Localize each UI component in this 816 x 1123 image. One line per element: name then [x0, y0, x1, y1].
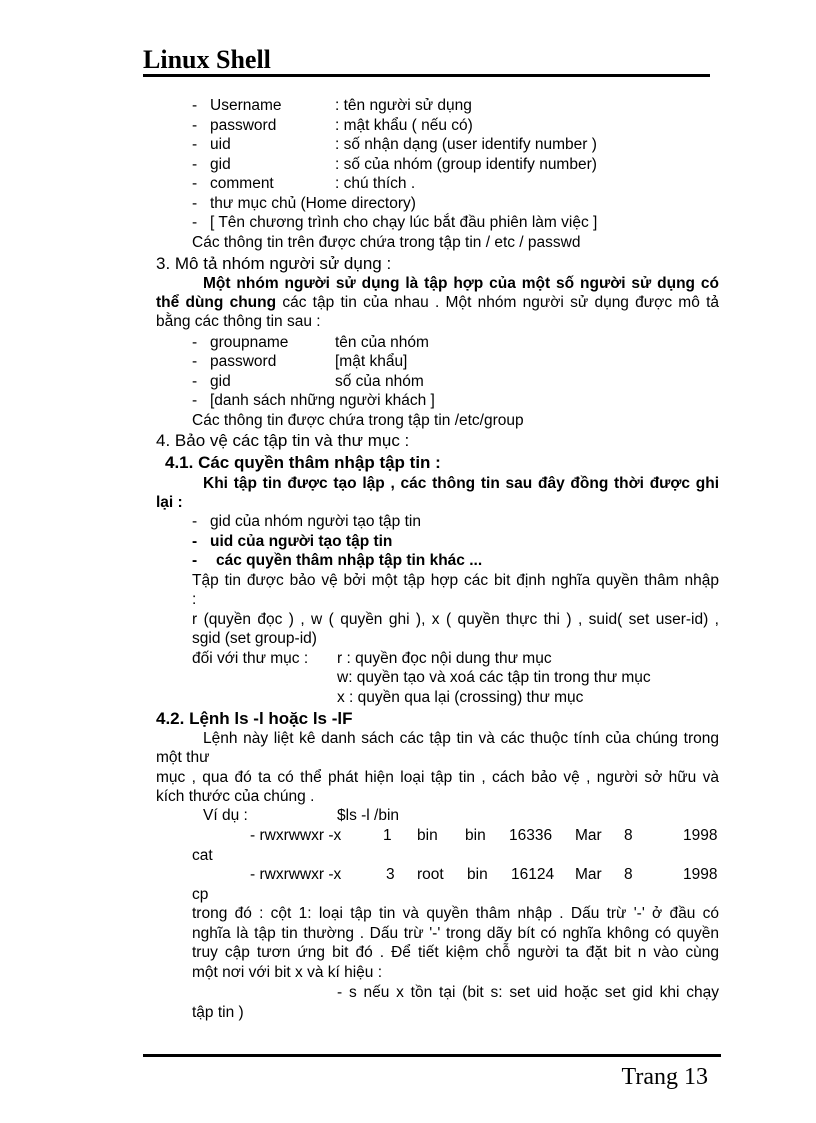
bullet-dash: -	[192, 195, 198, 212]
dir-right-item: x : quyền qua lại (crossing) thư mục	[337, 689, 584, 706]
listing-owner: root	[417, 866, 444, 883]
sbit-line1: - s nếu x tồn tại (bit s: set uid hoặc set gid khi chạy	[337, 984, 719, 1001]
section4-1-intro-line1: Khi tập tin được tạo lập , các thông tin sau đây đồng thời được ghi	[203, 475, 719, 492]
bullet-dash: -	[192, 392, 198, 409]
listing-name: cat	[192, 847, 213, 864]
section3-note: Các thông tin được chứa trong tập tin /etc/group	[192, 412, 524, 429]
listing-month: Mar	[575, 827, 602, 844]
listing-year: 1998	[683, 827, 718, 844]
group-field-name: gid	[210, 373, 231, 390]
group-extra-item: [danh sách những người khách ]	[210, 392, 435, 409]
user-extra-item: thư mục chủ (Home directory)	[210, 195, 416, 212]
listing-size: 16124	[511, 866, 555, 883]
bullet-dash: -	[192, 117, 198, 134]
listing-name: cp	[192, 886, 209, 903]
group-field-desc: số của nhóm	[335, 373, 424, 390]
group-field-name: groupname	[210, 334, 289, 351]
protection-para-line1: Tập tin được bảo vệ bởi một tập hợp các bit định nghĩa quyền thâm nhập	[192, 572, 719, 589]
header-rule	[143, 74, 710, 77]
attribute-item: gid của nhóm người tạo tập tin	[210, 513, 421, 530]
explain-line3: truy cập tươn ứng bit đó . Để tiết kiệm chỗ người ta đặt bit n vào cùng	[192, 944, 719, 961]
section3-para-line3: bằng các thông tin sau :	[156, 313, 321, 330]
listing-perm: - rwxrwwxr -x	[250, 827, 342, 844]
section3-heading: 3. Mô tả nhóm người sử dụng :	[156, 254, 392, 273]
field-desc: : số nhận dạng (user identify number )	[335, 136, 597, 153]
dir-label: đối với thư mục :	[192, 650, 309, 667]
example-command: $ls -l /bin	[337, 807, 400, 824]
listing-month: Mar	[575, 866, 602, 883]
field-name: gid	[210, 156, 231, 173]
field-name: password	[210, 117, 277, 134]
field-desc: : tên người sử dụng	[335, 97, 472, 114]
ls-para-line2: một thư	[156, 749, 210, 766]
rights-para-line1: r (quyền đọc ) , w ( quyền ghi ), x ( quyền thực thi ) , suid( set user-id) ,	[192, 611, 719, 628]
bullet-dash: -	[192, 552, 198, 569]
section4-1-intro-line2: lại :	[156, 494, 183, 511]
example-label: Ví dụ :	[203, 807, 248, 824]
section4-1-heading: 4.1. Các quyền thâm nhập tập tin :	[165, 453, 441, 472]
ls-para-line4: kích thước của chúng .	[156, 788, 315, 805]
ls-para-line3: mục , qua đó ta có thể phát hiện loại tập tin , cách bảo vệ , người sở hữu và	[156, 769, 719, 786]
footer-rule	[143, 1054, 721, 1057]
attribute-item: uid của người tạo tập tin	[210, 533, 393, 550]
explain-line2: nghĩa là tập tin thường . Dấu trừ '-' trong dãy bít có nghĩa không có quyền	[192, 925, 719, 942]
bullet-dash: -	[192, 214, 198, 231]
dir-right-item: w: quyền tạo và xoá các tập tin trong thư mục	[337, 669, 651, 686]
explain-line4: một nơi với bit x và kí hiệu :	[192, 964, 383, 981]
page-number: Trang 13	[621, 1064, 708, 1090]
group-field-desc: tên của nhóm	[335, 334, 429, 351]
ls-para-line1: Lệnh này liệt kê danh sách các tập tin và các thuộc tính của chúng trong	[203, 730, 719, 747]
sbit-line2: tập tin )	[192, 1004, 244, 1021]
section4-heading: 4. Bảo vệ các tập tin và thư mục :	[156, 431, 410, 450]
listing-links: 1	[383, 827, 392, 844]
listing-group: bin	[467, 866, 488, 883]
attribute-item: các quyền thâm nhập tập tin khác ...	[216, 552, 483, 569]
listing-owner: bin	[417, 827, 438, 844]
listing-size: 16336	[509, 827, 553, 844]
listing-day: 8	[624, 827, 633, 844]
page-header-title: Linux Shell	[143, 45, 271, 74]
bullet-dash: -	[192, 136, 198, 153]
bullet-dash: -	[192, 513, 198, 530]
group-field-name: password	[210, 353, 277, 370]
listing-perm: - rwxrwwxr -x	[250, 866, 342, 883]
section4-2-heading: 4.2. Lệnh ls -l hoặc ls -lF	[156, 709, 353, 728]
rights-para-line2: sgid (set group-id)	[192, 630, 317, 647]
field-name: uid	[210, 136, 231, 153]
explain-line1: trong đó : cột 1: loại tập tin và quyền thâm nhập . Dấu trừ '-' ở đầu có	[192, 905, 719, 922]
group-field-desc: [mật khẩu]	[335, 353, 408, 370]
field-name: comment	[210, 175, 274, 192]
field-name: Username	[210, 97, 282, 114]
user-note: Các thông tin trên được chứa trong tập tin / etc / passwd	[192, 234, 581, 251]
listing-year: 1998	[683, 866, 718, 883]
field-desc: : mật khẩu ( nếu có)	[335, 117, 473, 134]
bullet-dash: -	[192, 97, 198, 114]
bullet-dash: -	[192, 353, 198, 370]
listing-day: 8	[624, 866, 633, 883]
section3-para-line2	[156, 293, 719, 312]
bullet-dash: -	[192, 373, 198, 390]
user-extra-item: [ Tên chương trình cho chạy lúc bắt đầu phiên làm việc ]	[210, 214, 598, 231]
bullet-dash: -	[192, 156, 198, 173]
bullet-dash: -	[192, 175, 198, 192]
listing-links: 3	[386, 866, 395, 883]
protection-para-line2: :	[192, 591, 197, 608]
section3-para-bold: thể dùng chung	[156, 294, 277, 311]
field-desc: : số của nhóm (group identify number)	[335, 156, 597, 173]
bullet-dash: -	[192, 533, 198, 550]
listing-group: bin	[465, 827, 486, 844]
bullet-dash: -	[192, 334, 198, 351]
field-desc: : chú thích .	[335, 175, 416, 192]
section3-para-line1: Một nhóm người sử dụng là tập hợp của một số người sử dụng có	[203, 275, 719, 292]
dir-right-item: r : quyền đọc nội dung thư mục	[337, 650, 552, 667]
section3-para-rest: các tập tin của nhau . Một nhóm người sử dụng được mô tả	[276, 294, 720, 311]
